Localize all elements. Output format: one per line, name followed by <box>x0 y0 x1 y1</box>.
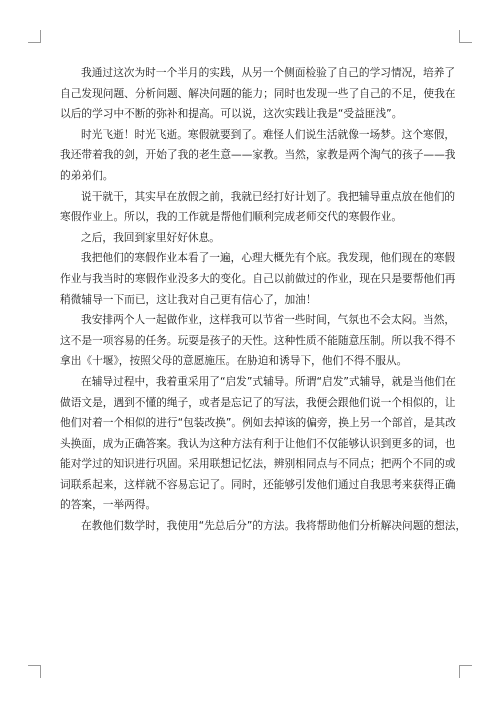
text-line: 拿出《十堰》，按照父母的意愿施压。在胁迫和诱导下，他们不得不服从。 <box>60 354 408 368</box>
text-line: 以后的学习中不断的弥补和提高。可以说，这次实践让我是“受益匪浅”。 <box>60 107 403 121</box>
text-line: 的答案，一举两得。 <box>60 498 157 512</box>
text-line: 词联系起来，这样就不容易忘记了。同时，还能够引发他们通过自我思考来获得正确 <box>60 477 456 491</box>
paragraph <box>60 516 467 537</box>
text-line: 的弟弟们。 <box>60 168 114 182</box>
text-line: 寒假作业上。所以，我的工作就是帮他们顺利完成老师交代的寒假作业。 <box>60 210 403 224</box>
text-line: 这不是一项容易的任务。玩耍是孩子的天性。这种性质不能随意压制。所以我不得不 <box>60 333 456 347</box>
paragraph <box>60 187 456 228</box>
text-line: 自己发现问题、分析问题、解决问题的能力；同时也发现一些了自己的不足，使我在 <box>60 86 456 100</box>
paragraph <box>60 63 456 125</box>
text-line: 在教他们数学时，我使用“先总后分”的方法。我将帮助他们分析解决问题的想法， <box>81 519 467 533</box>
text-line: 我通过这次为时一个半月的实践，从另一个侧面检验了自己的学习情况，培养了 <box>81 66 456 79</box>
text-line: 他们对着一个相似的进行“包装改换”。例如去掉该的偏旁，换上另一个部首，是其改 <box>60 416 456 430</box>
text-line: 作业与我当时的寒假作业没多大的变化。自己以前做过的作业，现在只是要帮他们再 <box>60 271 456 285</box>
text-line: 我把他们的寒假作业本看了一遍，心理大概先有个底。我发现，他们现在的寒假 <box>81 251 456 265</box>
text-line: 头换面，成为正确答案。我认为这种方法有利于让他们不仅能够认识到更多的词，也 <box>60 436 456 450</box>
crop-mark-top-left <box>28 30 41 43</box>
paragraph <box>60 310 456 372</box>
text-line: 做语文是，遇到不懂的绳子，或者是忘记了的写法，我便会跟他们说一个相似的，让 <box>60 395 456 409</box>
text-line: 我还带着我的剑，开始了我的老生意——家教。当然，家教是两个淘气的孩子——我 <box>60 148 456 162</box>
paragraph <box>60 228 445 249</box>
crop-mark-top-right <box>459 30 472 43</box>
text-line: 我安排两个人一起做作业，这样我可以节省一些时间，气氛也不会太闷。当然， <box>81 313 456 327</box>
paragraph <box>60 125 456 187</box>
text-line: 时光飞逝！时光飞逝。寒假就要到了。难怪人们说生活就像一场梦。这个寒假， <box>81 127 456 141</box>
text-line: 之后，我回到家里好好休息。 <box>81 230 220 244</box>
paragraph <box>60 372 456 516</box>
text-line: 稍微辅导一下而已，这让我对自己更有信心了，加油！ <box>60 292 317 306</box>
crop-mark-bottom-left <box>28 665 41 678</box>
text-line: 能对学过的知识进行巩固。采用联想记忆法，辨别相同点与不同点；把两个不同的或 <box>60 457 456 471</box>
text-line: 在辅导过程中，我着重采用了“启发”式辅导。所谓“启发”式辅导，就是当他们在 <box>81 374 456 388</box>
text-line: 说干就干，其实早在放假之前，我就已经打好计划了。我把辅导重点放在他们的 <box>81 189 456 203</box>
crop-mark-bottom-right <box>459 665 472 678</box>
paragraph <box>60 248 456 310</box>
body-text <box>60 63 467 537</box>
